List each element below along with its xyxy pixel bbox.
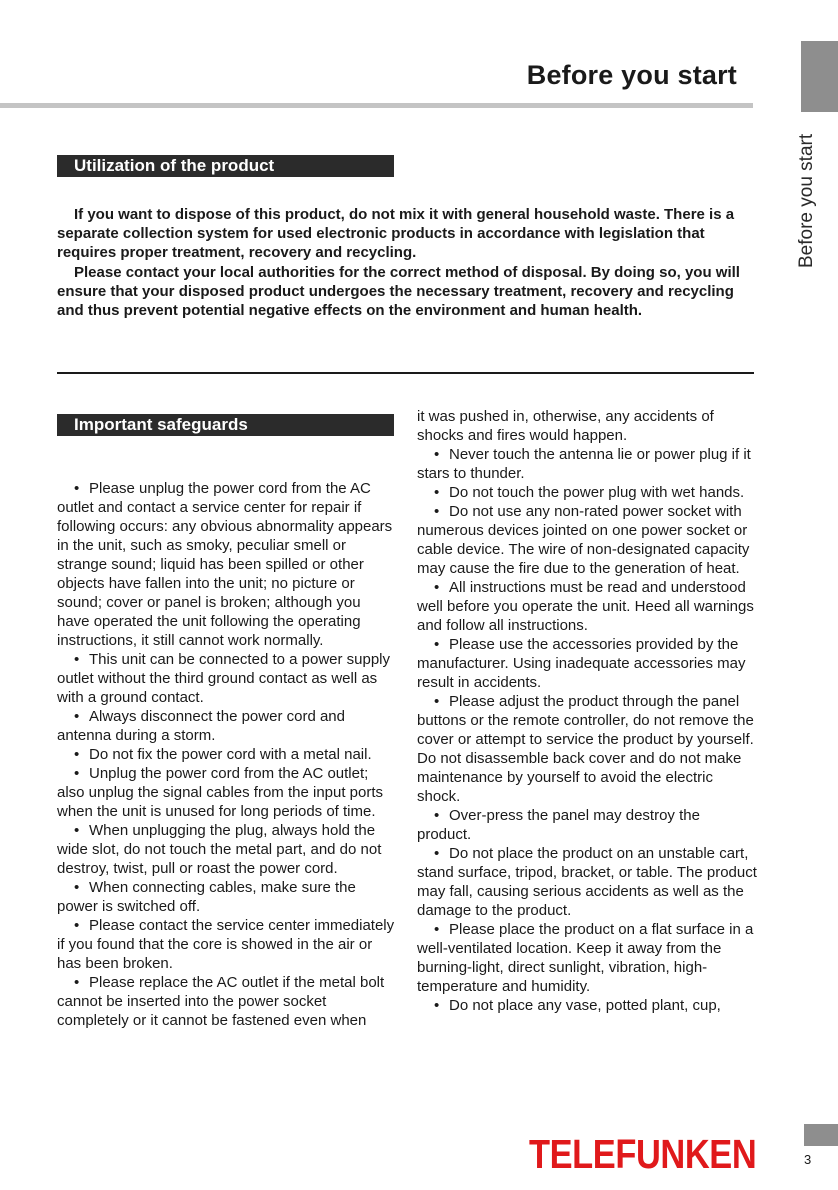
page-tab-marker (804, 1124, 838, 1146)
section-heading-safeguards: Important safeguards (57, 414, 394, 436)
list-item: • Never touch the antenna lie or power plug if it stars to thunder. (417, 446, 751, 482)
list-item: • Do not place the product on an unstable cart, stand surface, tripod, bracket, or table. The product may fall, causing serious accidents as well as the damage to the product. (417, 845, 757, 919)
bullet-icon: • (74, 822, 80, 839)
bullet-icon: • (74, 651, 80, 668)
list-item: • Please unplug the power cord from the AC outlet and contact a service center for repair if following occurs: any obvious abnormality appears in the unit, such as smoky, peculiar smell or strange sound; liquid has been spilled or other objects have fallen into the unit; no picture or sound; cover or panel is broken; although you have operated the unit following the operating instructions, it still cannot work normally. (57, 480, 393, 649)
list-item: • Do not place any vase, potted plant, cup, (434, 997, 721, 1014)
list-item: • When unplugging the plug, always hold the wide slot, do not touch the metal part, and do not destroy, twist, pull or roast the power cord. (57, 822, 382, 877)
page-title: Before you start (526, 60, 737, 90)
safeguards-left-column (57, 479, 397, 1030)
title-rule (0, 103, 753, 108)
list-item: • Over-press the panel may destroy the product. (417, 807, 700, 843)
bullet-icon: • (74, 879, 80, 896)
bullet-icon: • (434, 693, 440, 710)
list-item: • This unit can be connected to a power supply outlet without the third ground contact as well as with a ground contact. (57, 651, 391, 706)
list-item: • Please place the product on a flat surface in a well-ventilated location. Keep it away from the burning-light, direct sunlight, vibration, high-temperature and humidity. (417, 921, 754, 995)
brand-logo: TELEFUNKEN (529, 1131, 757, 1177)
list-item: • Please adjust the product through the panel buttons or the remote controller, do not remove the cover or attempt to service the product by yourself. Do not disassemble back cover and do not make maintenance by yourself to avoid the electric shock. (417, 693, 754, 805)
bullet-icon: • (434, 503, 440, 520)
side-tab-marker (801, 41, 838, 112)
list-item-continuation: it was pushed in, otherwise, any accidents of shocks and fires would happen. (417, 408, 714, 444)
bullet-icon: • (434, 636, 440, 653)
list-item: • Do not fix the power cord with a metal nail. (74, 746, 372, 763)
bullet-icon: • (434, 446, 440, 463)
bullet-icon: • (74, 708, 80, 725)
bullet-icon: • (74, 746, 80, 763)
bullet-icon: • (74, 765, 80, 782)
list-item: • Do not use any non-rated power socket with numerous devices jointed on one power socket or cable device. The wire of non-designated capacity may cause the fire due to the generation of heat. (417, 503, 750, 577)
list-item: • Please use the accessories provided by the manufacturer. Using inadequate accessories may result in accidents. (417, 636, 746, 691)
section-heading-utilization: Utilization of the product (57, 155, 394, 177)
list-item: • Please replace the AC outlet if the metal bolt cannot be inserted into the power socket completely or it cannot be fastened even when (57, 974, 385, 1029)
utilization-paragraph: If you want to dispose of this product, do not mix it with general household waste. There is a separate collection system for used electronic products in accordance with legislation that requires proper treatment, recovery and recycling. (57, 206, 735, 262)
page-number: 3 (804, 1152, 812, 1167)
list-item: • Please contact the service center immediately if you found that the core is showed in the air or has been broken. (57, 917, 395, 972)
bullet-icon: • (74, 917, 80, 934)
bullet-icon: • (434, 579, 440, 596)
list-item: • Always disconnect the power cord and antenna during a storm. (57, 708, 345, 744)
side-section-label: Before you start (796, 133, 817, 268)
utilization-paragraph: Please contact your local authorities for the correct method of disposal. By doing so, you will ensure that your disposed product undergoes the necessary treatment, recovery and recycling and thus prevent potential negative effects on the environment and human health. (57, 263, 740, 320)
safeguards-right-column (417, 407, 757, 1015)
list-item: • Do not touch the power plug with wet hands. (434, 484, 745, 501)
bullet-icon: • (434, 997, 440, 1014)
list-item: • All instructions must be read and understood well before you operate the unit. Heed all warnings and follow all instructions. (417, 579, 754, 634)
list-item: • When connecting cables, make sure the power is switched off. (57, 879, 356, 915)
list-item: • Unplug the power cord from the AC outlet; also unplug the signal cables from the input ports when the unit is unused for long periods of time. (57, 765, 384, 820)
bullet-icon: • (434, 845, 440, 862)
bullet-icon: • (74, 974, 80, 991)
bullet-icon: • (74, 480, 80, 497)
bullet-icon: • (434, 807, 440, 824)
bullet-icon: • (434, 921, 440, 938)
utilization-text (57, 205, 754, 320)
bullet-icon: • (434, 484, 440, 501)
section-divider (57, 372, 754, 374)
